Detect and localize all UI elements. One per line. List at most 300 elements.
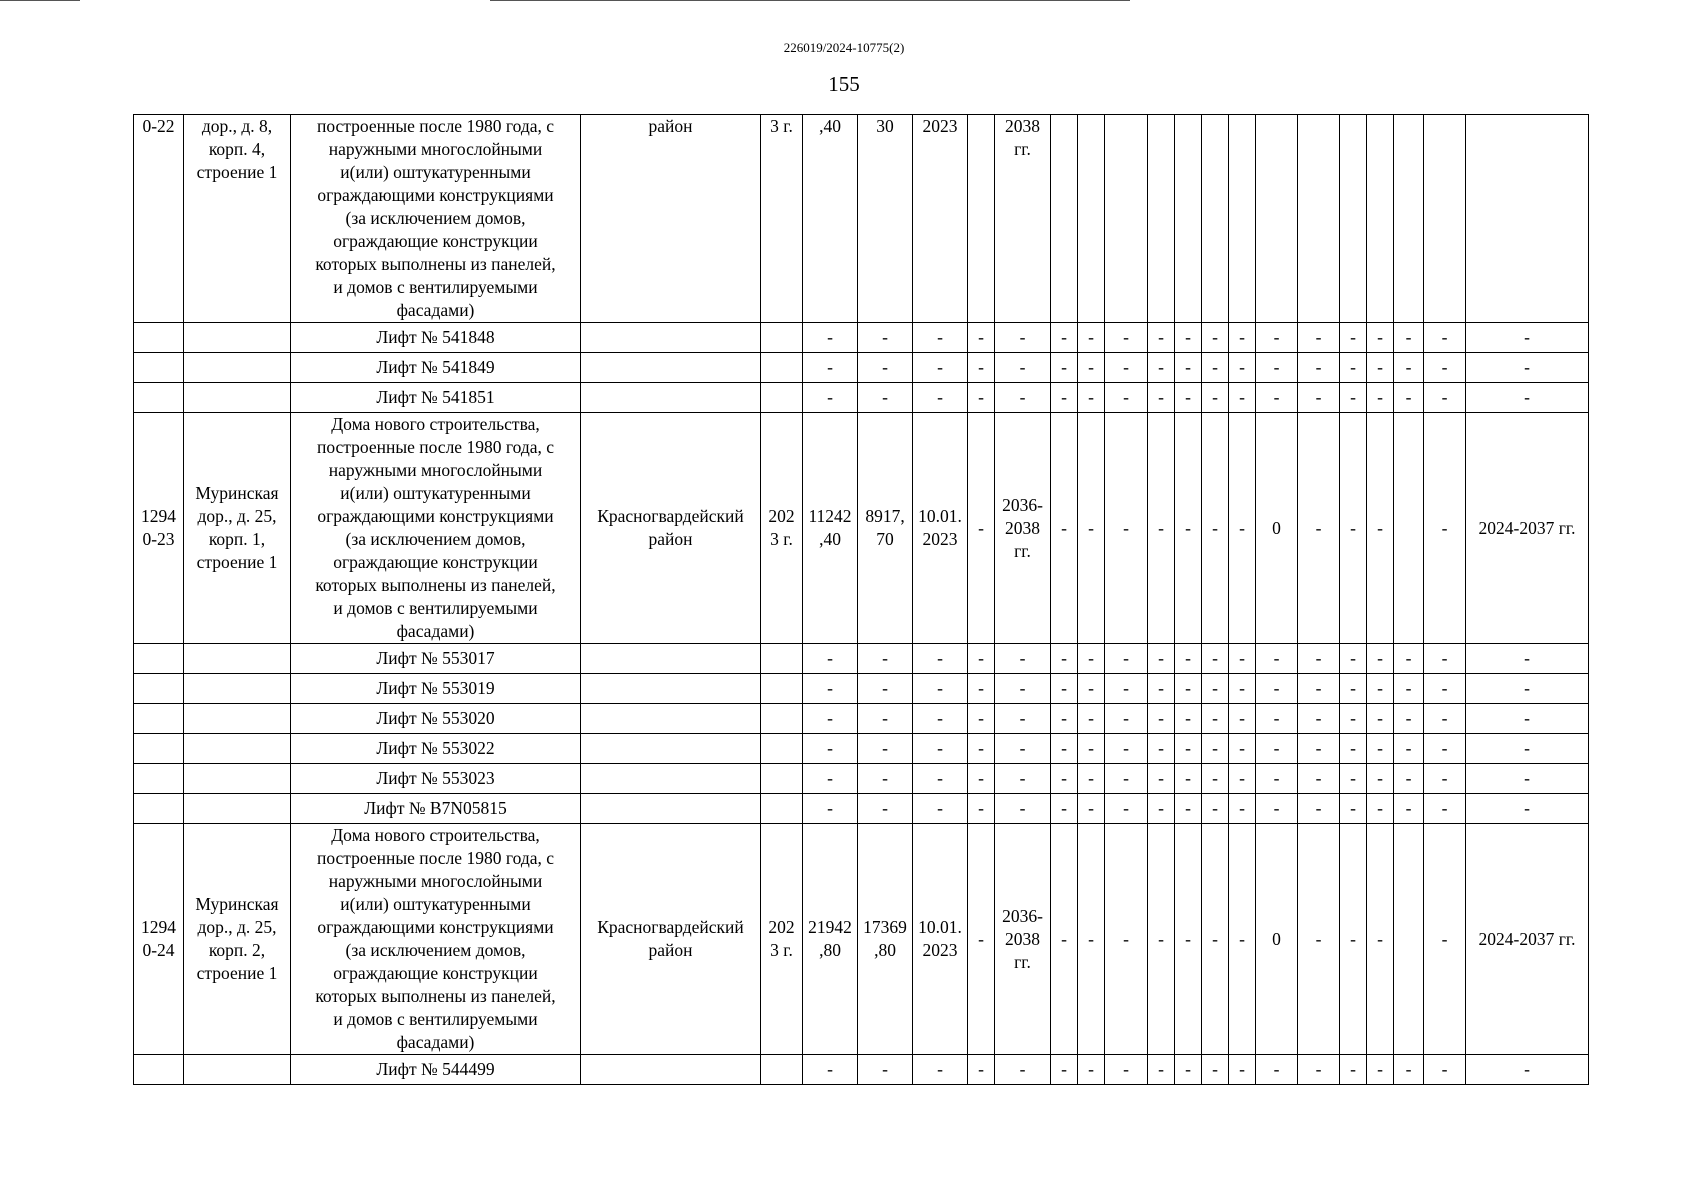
value-cell-24	[1394, 413, 1424, 644]
value-cell-24: -	[1394, 794, 1424, 824]
period-cell: -	[995, 704, 1051, 734]
value-cell-15: -	[1175, 323, 1202, 353]
mark-cell: -	[968, 764, 995, 794]
value-cell-17: -	[1229, 794, 1256, 824]
repair-period-cell: -	[1466, 353, 1589, 383]
area-living-cell: -	[858, 764, 913, 794]
district-cell	[581, 674, 761, 704]
value-cell-14: -	[1148, 734, 1175, 764]
area-total-cell: -	[803, 644, 858, 674]
district-cell: район	[581, 115, 761, 323]
value-cell-15: -	[1175, 734, 1202, 764]
table-body	[134, 115, 1589, 1085]
value-cell-19: -	[1298, 764, 1340, 794]
value-cell-24: -	[1394, 644, 1424, 674]
year-cell	[761, 644, 803, 674]
value-cell-18: -	[1256, 674, 1298, 704]
area-living-cell: 17369 ,80	[858, 824, 913, 1055]
value-cell-19: -	[1298, 794, 1340, 824]
value-cell-12: -	[1078, 353, 1105, 383]
page-number: 155	[828, 72, 860, 96]
value-cell-18: -	[1256, 704, 1298, 734]
value-cell-14: -	[1148, 674, 1175, 704]
value-cell-11: -	[1051, 323, 1078, 353]
value-cell-13: -	[1105, 764, 1148, 794]
value-cell-20: -	[1340, 1055, 1367, 1085]
value-cell-12: -	[1078, 764, 1105, 794]
lift-name-cell: Лифт № 541851	[291, 383, 581, 413]
district-cell: Красногвардейский район	[581, 824, 761, 1055]
address-cell	[184, 353, 291, 383]
district-cell: Красногвардейский район	[581, 413, 761, 644]
year-cell	[761, 734, 803, 764]
value-cell-14: -	[1148, 383, 1175, 413]
date-cell: -	[913, 1055, 968, 1085]
area-living-cell: -	[858, 794, 913, 824]
value-cell-25: -	[1424, 824, 1466, 1055]
value-cell-13: -	[1105, 824, 1148, 1055]
value-cell-13: -	[1105, 323, 1148, 353]
value-cell-15: -	[1175, 353, 1202, 383]
date-cell: -	[913, 674, 968, 704]
value-cell-11: -	[1051, 734, 1078, 764]
area-total-cell: ,40	[803, 115, 858, 323]
date-cell: 2023	[913, 115, 968, 323]
year-cell	[761, 794, 803, 824]
value-cell-25: -	[1424, 674, 1466, 704]
building-row	[134, 413, 1589, 644]
date-cell: -	[913, 734, 968, 764]
lift-name-cell: Лифт № 541849	[291, 353, 581, 383]
value-cell-12: -	[1078, 824, 1105, 1055]
mark-cell: -	[968, 413, 995, 644]
row-number-cell	[134, 1055, 184, 1085]
value-cell-15: -	[1175, 764, 1202, 794]
value-cell-18: -	[1256, 353, 1298, 383]
district-cell	[581, 704, 761, 734]
address-cell	[184, 734, 291, 764]
value-cell-12: -	[1078, 323, 1105, 353]
value-cell-21: -	[1367, 764, 1394, 794]
mark-cell: -	[968, 644, 995, 674]
value-cell-19: -	[1298, 1055, 1340, 1085]
value-cell-11: -	[1051, 794, 1078, 824]
area-living-cell: -	[858, 734, 913, 764]
value-cell-20: -	[1340, 824, 1367, 1055]
mark-cell: -	[968, 323, 995, 353]
row-number-cell: 1294 0-23	[134, 413, 184, 644]
value-cell-21: -	[1367, 674, 1394, 704]
value-cell-24: -	[1394, 704, 1424, 734]
value-cell-19: -	[1298, 674, 1340, 704]
district-cell	[581, 644, 761, 674]
value-cell-20	[1340, 115, 1367, 323]
year-cell	[761, 764, 803, 794]
value-cell-16: -	[1202, 704, 1229, 734]
value-cell-25: -	[1424, 323, 1466, 353]
value-cell-13: -	[1105, 413, 1148, 644]
value-cell-15: -	[1175, 383, 1202, 413]
period-cell: -	[995, 734, 1051, 764]
address-cell: Муринская дор., д. 25, корп. 2, строение 1	[184, 824, 291, 1055]
value-cell-17: -	[1229, 704, 1256, 734]
value-cell-20: -	[1340, 704, 1367, 734]
district-cell	[581, 383, 761, 413]
value-cell-13: -	[1105, 644, 1148, 674]
value-cell-24: -	[1394, 383, 1424, 413]
value-cell-17: -	[1229, 1055, 1256, 1085]
district-cell	[581, 353, 761, 383]
area-living-cell: -	[858, 353, 913, 383]
area-total-cell: 11242 ,40	[803, 413, 858, 644]
value-cell-12: -	[1078, 794, 1105, 824]
value-cell-17: -	[1229, 413, 1256, 644]
value-cell-15: -	[1175, 824, 1202, 1055]
address-cell	[184, 644, 291, 674]
value-cell-21: -	[1367, 824, 1394, 1055]
value-cell-14: -	[1148, 824, 1175, 1055]
value-cell-20: -	[1340, 383, 1367, 413]
repair-period-cell: -	[1466, 674, 1589, 704]
housing-register-table	[133, 114, 1589, 1085]
building-row	[134, 824, 1589, 1055]
repair-period-cell: -	[1466, 704, 1589, 734]
value-cell-21: -	[1367, 383, 1394, 413]
row-number-cell	[134, 644, 184, 674]
district-cell	[581, 1055, 761, 1085]
repair-period-cell: -	[1466, 794, 1589, 824]
date-cell: -	[913, 353, 968, 383]
district-cell	[581, 794, 761, 824]
row-number-cell	[134, 794, 184, 824]
year-cell: 202 3 г.	[761, 413, 803, 644]
value-cell-13	[1105, 115, 1148, 323]
value-cell-12: -	[1078, 704, 1105, 734]
value-cell-13: -	[1105, 353, 1148, 383]
address-cell: дор., д. 8, корп. 4, строение 1	[184, 115, 291, 323]
value-cell-17: -	[1229, 644, 1256, 674]
repair-period-cell: -	[1466, 764, 1589, 794]
value-cell-11: -	[1051, 1055, 1078, 1085]
value-cell-20: -	[1340, 764, 1367, 794]
lift-row	[134, 704, 1589, 734]
address-cell	[184, 674, 291, 704]
value-cell-12	[1078, 115, 1105, 323]
value-cell-15: -	[1175, 644, 1202, 674]
value-cell-18: -	[1256, 323, 1298, 353]
area-total-cell: -	[803, 353, 858, 383]
value-cell-13: -	[1105, 1055, 1148, 1085]
value-cell-14: -	[1148, 1055, 1175, 1085]
value-cell-25: -	[1424, 1055, 1466, 1085]
lift-name-cell: Лифт № 553020	[291, 704, 581, 734]
address-cell	[184, 1055, 291, 1085]
value-cell-19: -	[1298, 704, 1340, 734]
value-cell-16: -	[1202, 323, 1229, 353]
value-cell-12: -	[1078, 734, 1105, 764]
lift-row	[134, 323, 1589, 353]
repair-period-cell: -	[1466, 644, 1589, 674]
year-cell	[761, 674, 803, 704]
address-cell	[184, 323, 291, 353]
value-cell-19: -	[1298, 734, 1340, 764]
period-cell: 2036- 2038 гг.	[995, 824, 1051, 1055]
mark-cell: -	[968, 794, 995, 824]
value-cell-11: -	[1051, 413, 1078, 644]
row-number-cell	[134, 764, 184, 794]
area-total-cell: 21942 ,80	[803, 824, 858, 1055]
repair-period-cell: -	[1466, 383, 1589, 413]
value-cell-24: -	[1394, 764, 1424, 794]
address-cell	[184, 704, 291, 734]
value-cell-19	[1298, 115, 1340, 323]
value-cell-20: -	[1340, 353, 1367, 383]
house-type-cell: построенные после 1980 года, с наружными многослойными и(или) оштукатуренными ограждающими конструкциями (за исключением домов, ограждающие конструкции которых выполнены из панелей, и домов с вентилируемыми фасадами)	[291, 115, 581, 323]
period-cell: -	[995, 644, 1051, 674]
value-cell-17: -	[1229, 383, 1256, 413]
date-cell: -	[913, 764, 968, 794]
row-number-cell	[134, 734, 184, 764]
lift-row	[134, 794, 1589, 824]
year-cell	[761, 1055, 803, 1085]
area-total-cell: -	[803, 794, 858, 824]
lift-name-cell: Лифт № 553017	[291, 644, 581, 674]
area-total-cell: -	[803, 704, 858, 734]
value-cell-18	[1256, 115, 1298, 323]
value-cell-14: -	[1148, 764, 1175, 794]
year-cell	[761, 323, 803, 353]
building-row	[134, 115, 1589, 323]
row-number-cell	[134, 704, 184, 734]
period-cell: -	[995, 323, 1051, 353]
date-cell: 10.01. 2023	[913, 824, 968, 1055]
area-total-cell: -	[803, 734, 858, 764]
area-total-cell: -	[803, 383, 858, 413]
value-cell-25: -	[1424, 704, 1466, 734]
value-cell-19: -	[1298, 383, 1340, 413]
value-cell-11: -	[1051, 824, 1078, 1055]
year-cell: 3 г.	[761, 115, 803, 323]
value-cell-12: -	[1078, 644, 1105, 674]
area-living-cell: -	[858, 674, 913, 704]
value-cell-25: -	[1424, 383, 1466, 413]
value-cell-14: -	[1148, 704, 1175, 734]
value-cell-17: -	[1229, 824, 1256, 1055]
date-cell: 10.01. 2023	[913, 413, 968, 644]
value-cell-16: -	[1202, 644, 1229, 674]
lift-row	[134, 734, 1589, 764]
mark-cell: -	[968, 1055, 995, 1085]
lift-name-cell: Лифт № 553022	[291, 734, 581, 764]
district-cell	[581, 323, 761, 353]
value-cell-25: -	[1424, 353, 1466, 383]
lift-name-cell: Лифт № 553019	[291, 674, 581, 704]
value-cell-21: -	[1367, 794, 1394, 824]
value-cell-21: -	[1367, 734, 1394, 764]
value-cell-18: -	[1256, 644, 1298, 674]
area-total-cell: -	[803, 674, 858, 704]
year-cell	[761, 704, 803, 734]
area-total-cell: -	[803, 1055, 858, 1085]
value-cell-13: -	[1105, 674, 1148, 704]
scan-top-line	[0, 0, 80, 1]
value-cell-24	[1394, 115, 1424, 323]
year-cell	[761, 353, 803, 383]
value-cell-15: -	[1175, 794, 1202, 824]
value-cell-16: -	[1202, 794, 1229, 824]
mark-cell: -	[968, 704, 995, 734]
value-cell-17: -	[1229, 674, 1256, 704]
lift-name-cell: Лифт № 541848	[291, 323, 581, 353]
lift-row	[134, 1055, 1589, 1085]
year-cell	[761, 383, 803, 413]
area-living-cell: -	[858, 704, 913, 734]
value-cell-24: -	[1394, 323, 1424, 353]
value-cell-12: -	[1078, 674, 1105, 704]
value-cell-11: -	[1051, 704, 1078, 734]
repair-period-cell: 2024-2037 гг.	[1466, 413, 1589, 644]
value-cell-18: -	[1256, 764, 1298, 794]
value-cell-24: -	[1394, 353, 1424, 383]
value-cell-14: -	[1148, 644, 1175, 674]
value-cell-16: -	[1202, 674, 1229, 704]
value-cell-15: -	[1175, 674, 1202, 704]
repair-period-cell: -	[1466, 1055, 1589, 1085]
value-cell-18: -	[1256, 383, 1298, 413]
value-cell-16: -	[1202, 383, 1229, 413]
value-cell-16: -	[1202, 1055, 1229, 1085]
date-cell: -	[913, 704, 968, 734]
value-cell-17: -	[1229, 353, 1256, 383]
house-type-cell: Дома нового строительства, построенные после 1980 года, с наружными многослойными и(или) оштукатуренными ограждающими конструкциями (за исключением домов, ограждающие конструкции которых выполнены из панелей, и домов с вентилируемыми фасадами)	[291, 413, 581, 644]
repair-period-cell	[1466, 115, 1589, 323]
value-cell-12: -	[1078, 413, 1105, 644]
value-cell-11: -	[1051, 383, 1078, 413]
area-living-cell: 8917, 70	[858, 413, 913, 644]
value-cell-16: -	[1202, 413, 1229, 644]
value-cell-11	[1051, 115, 1078, 323]
row-number-cell: 1294 0-24	[134, 824, 184, 1055]
value-cell-15	[1175, 115, 1202, 323]
address-cell	[184, 383, 291, 413]
lift-row	[134, 644, 1589, 674]
value-cell-16: -	[1202, 764, 1229, 794]
row-number-cell	[134, 323, 184, 353]
value-cell-17: -	[1229, 764, 1256, 794]
repair-period-cell: -	[1466, 323, 1589, 353]
value-cell-15: -	[1175, 704, 1202, 734]
area-living-cell: -	[858, 1055, 913, 1085]
value-cell-21	[1367, 115, 1394, 323]
value-cell-16: -	[1202, 353, 1229, 383]
value-cell-20: -	[1340, 323, 1367, 353]
lift-name-cell: Лифт № B7N05815	[291, 794, 581, 824]
area-total-cell: -	[803, 764, 858, 794]
row-number-cell: 0-22	[134, 115, 184, 323]
value-cell-21: -	[1367, 353, 1394, 383]
value-cell-19: -	[1298, 353, 1340, 383]
area-living-cell: -	[858, 644, 913, 674]
value-cell-14	[1148, 115, 1175, 323]
value-cell-21: -	[1367, 413, 1394, 644]
lift-name-cell: Лифт № 553023	[291, 764, 581, 794]
district-cell	[581, 734, 761, 764]
address-cell	[184, 764, 291, 794]
mark-cell: -	[968, 674, 995, 704]
value-cell-21: -	[1367, 644, 1394, 674]
date-cell: -	[913, 383, 968, 413]
value-cell-17: -	[1229, 323, 1256, 353]
period-cell: -	[995, 764, 1051, 794]
value-cell-19: -	[1298, 644, 1340, 674]
period-cell: -	[995, 353, 1051, 383]
value-cell-20: -	[1340, 674, 1367, 704]
value-cell-17: -	[1229, 734, 1256, 764]
value-cell-19: -	[1298, 323, 1340, 353]
row-number-cell	[134, 674, 184, 704]
value-cell-11: -	[1051, 764, 1078, 794]
value-cell-16: -	[1202, 734, 1229, 764]
period-cell: -	[995, 1055, 1051, 1085]
value-cell-18: 0	[1256, 413, 1298, 644]
value-cell-18: 0	[1256, 824, 1298, 1055]
document-number: 226019/2024-10775(2)	[783, 40, 905, 55]
value-cell-25: -	[1424, 764, 1466, 794]
house-type-cell: Дома нового строительства, построенные после 1980 года, с наружными многослойными и(или) оштукатуренными ограждающими конструкциями (за исключением домов, ограждающие конструкции которых выполнены из панелей, и домов с вентилируемыми фасадами)	[291, 824, 581, 1055]
value-cell-11: -	[1051, 674, 1078, 704]
date-cell: -	[913, 323, 968, 353]
value-cell-12: -	[1078, 383, 1105, 413]
area-living-cell: -	[858, 383, 913, 413]
period-cell: 2038 гг.	[995, 115, 1051, 323]
value-cell-13: -	[1105, 383, 1148, 413]
value-cell-25: -	[1424, 413, 1466, 644]
value-cell-21: -	[1367, 1055, 1394, 1085]
lift-row	[134, 674, 1589, 704]
value-cell-21: -	[1367, 704, 1394, 734]
row-number-cell	[134, 353, 184, 383]
address-cell: Муринская дор., д. 25, корп. 1, строение 1	[184, 413, 291, 644]
value-cell-15: -	[1175, 1055, 1202, 1085]
value-cell-16	[1202, 115, 1229, 323]
value-cell-17	[1229, 115, 1256, 323]
value-cell-25: -	[1424, 794, 1466, 824]
value-cell-14: -	[1148, 794, 1175, 824]
value-cell-12: -	[1078, 1055, 1105, 1085]
date-cell: -	[913, 794, 968, 824]
value-cell-20: -	[1340, 794, 1367, 824]
value-cell-21: -	[1367, 323, 1394, 353]
value-cell-14: -	[1148, 353, 1175, 383]
value-cell-20: -	[1340, 734, 1367, 764]
value-cell-13: -	[1105, 734, 1148, 764]
value-cell-24: -	[1394, 734, 1424, 764]
lift-row	[134, 764, 1589, 794]
value-cell-19: -	[1298, 413, 1340, 644]
value-cell-20: -	[1340, 644, 1367, 674]
value-cell-14: -	[1148, 413, 1175, 644]
value-cell-25: -	[1424, 734, 1466, 764]
value-cell-15: -	[1175, 413, 1202, 644]
value-cell-20: -	[1340, 413, 1367, 644]
value-cell-19: -	[1298, 824, 1340, 1055]
value-cell-18: -	[1256, 1055, 1298, 1085]
value-cell-24: -	[1394, 674, 1424, 704]
address-cell	[184, 794, 291, 824]
mark-cell: -	[968, 824, 995, 1055]
value-cell-11: -	[1051, 353, 1078, 383]
scan-top-line	[490, 0, 1130, 1]
